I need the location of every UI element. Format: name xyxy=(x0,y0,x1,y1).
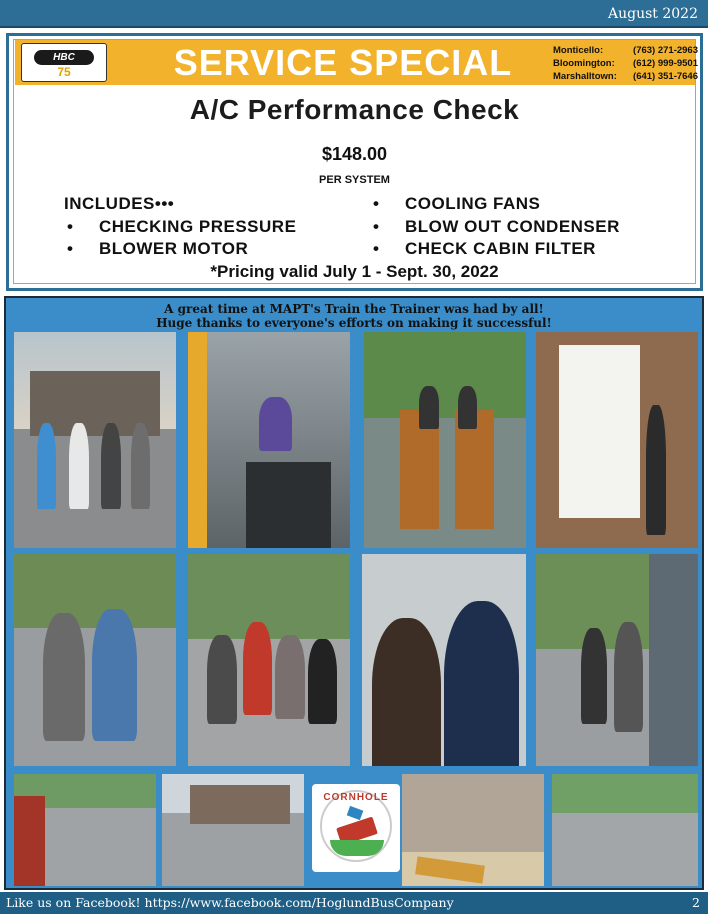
footer-bar xyxy=(0,892,708,914)
bullet-icon: • xyxy=(373,194,379,213)
service-item: CHECK CABIN FILTER xyxy=(405,239,596,258)
location-bloomington xyxy=(553,57,698,70)
facebook-link[interactable]: Like us on Facebook! https://www.facebook.com/HoglundBusCompany xyxy=(6,895,454,910)
issue-date: August 2022 xyxy=(608,6,698,22)
event-photo-bus-interior xyxy=(188,332,350,548)
location-monticello xyxy=(553,44,698,57)
service-item: CHECKING PRESSURE xyxy=(99,217,297,236)
location-phone-list xyxy=(553,44,698,83)
page-number: 2 xyxy=(692,895,700,910)
event-photo-shop-cornhole xyxy=(402,774,544,886)
event-photo-group-outdoor xyxy=(14,332,176,548)
hbc-logo-text: HBC xyxy=(34,50,94,65)
offer-price: $148.00 xyxy=(321,144,388,164)
event-photo-selfie xyxy=(362,554,526,766)
location-name: Bloomington: xyxy=(553,58,615,69)
location-phone: (763) 271-2963 xyxy=(633,45,698,56)
offer-price-unit: PER SYSTEM xyxy=(319,174,390,186)
event-photo-two-men xyxy=(14,554,176,766)
event-photo-two-women xyxy=(536,554,698,766)
location-phone: (641) 351-7646 xyxy=(633,71,698,82)
location-name: Marshalltown: xyxy=(553,71,617,82)
pricing-validity-note: *Pricing valid July 1 - Sept. 30, 2022 xyxy=(210,262,499,281)
hbc-logo xyxy=(21,43,107,82)
service-item: BLOW OUT CONDENSER xyxy=(405,217,620,236)
cornhole-logo-text: CORNHOLE xyxy=(323,792,389,803)
bullet-icon: • xyxy=(373,217,379,236)
bullet-icon: • xyxy=(67,239,73,258)
event-photo-cornhole-boards xyxy=(364,332,526,548)
bullet-icon: • xyxy=(67,217,73,236)
event-photo-four-people xyxy=(188,554,350,766)
bullet-icon: • xyxy=(373,239,379,258)
location-phone: (612) 999-9501 xyxy=(633,58,698,69)
event-photo-cornhole-lot xyxy=(162,774,304,886)
top-bar xyxy=(0,0,708,28)
service-special-banner xyxy=(15,40,698,85)
gallery-caption-line: A great time at MAPT's Train the Trainer was had by all! xyxy=(164,302,544,316)
includes-label: INCLUDES••• xyxy=(64,194,175,213)
event-photo-hbc-banner xyxy=(536,332,698,548)
hbc-logo-anniversary-badge: 75 xyxy=(57,65,71,79)
offer-title: A/C Performance Check xyxy=(189,94,520,125)
photo-gallery xyxy=(4,296,704,890)
cornhole-logo xyxy=(312,784,400,872)
location-marshalltown xyxy=(553,70,698,83)
event-photo-outdoor-games xyxy=(14,774,156,886)
event-photo-crowd xyxy=(552,774,698,886)
gallery-caption-line: Huge thanks to everyone's efforts on making it successful! xyxy=(156,316,552,330)
gallery-caption xyxy=(6,302,702,330)
banner-title: SERVICE SPECIAL xyxy=(173,42,513,83)
service-special-box xyxy=(6,33,703,291)
service-item: BLOWER MOTOR xyxy=(99,239,249,258)
grass-icon xyxy=(330,840,384,856)
location-name: Monticello: xyxy=(553,45,604,56)
service-item: COOLING FANS xyxy=(405,194,541,213)
